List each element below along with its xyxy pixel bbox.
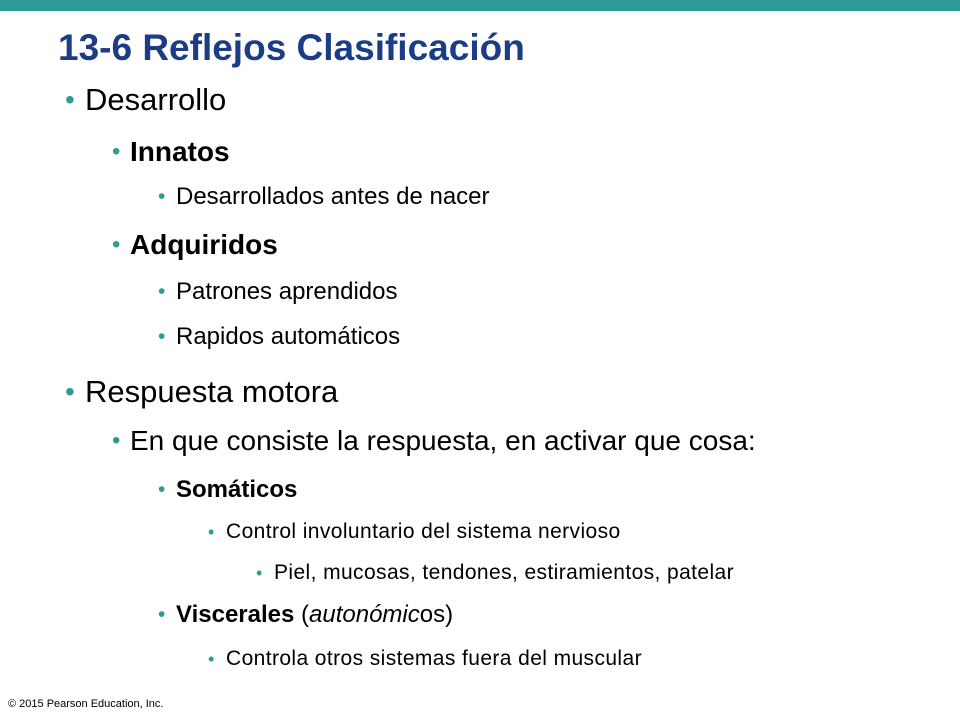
bullet-label-open-paren: (	[301, 601, 310, 628]
bullet-innatos	[112, 136, 230, 168]
bullet-label-close: os)	[419, 601, 454, 628]
bullet-viscerales	[158, 601, 454, 629]
bullet-en-que-consiste	[112, 425, 756, 457]
bullet-desarrollo	[65, 82, 227, 118]
bullet-patrones	[158, 278, 398, 306]
slide-title: 13-6 Reflejos Clasificación	[58, 27, 525, 68]
bullet-icon: •	[208, 522, 215, 542]
bullet-icon: •	[112, 231, 121, 258]
bullet-label: Somáticos	[176, 476, 298, 503]
bullet-controla-otros	[208, 646, 642, 672]
bullet-label: Rapidos automáticos	[176, 323, 401, 350]
bullet-icon: •	[158, 478, 166, 501]
bullet-label: En que consiste la respuesta, en activar que cosa:	[130, 425, 756, 456]
bullet-label: Piel, mucosas, tendones, estiramientos, patelar	[274, 561, 735, 584]
bullet-icon: •	[65, 376, 75, 407]
bullet-label: Patrones aprendidos	[176, 278, 398, 305]
bullet-piel-mucosas	[256, 560, 735, 586]
bullet-icon: •	[158, 280, 166, 303]
bullet-icon: •	[158, 185, 166, 208]
bullet-label: Controla otros sistemas fuera del muscular	[226, 647, 642, 670]
bullet-label: Adquiridos	[130, 229, 278, 260]
header-accent-bar	[0, 0, 960, 11]
bullet-icon: •	[112, 138, 121, 165]
bullet-respuesta-motora	[65, 374, 339, 410]
bullet-label-italic: autonómic	[309, 601, 420, 628]
bullet-adquiridos	[112, 229, 278, 261]
bullet-icon: •	[158, 325, 166, 348]
bullet-desarrollados	[158, 183, 490, 211]
bullet-label: Desarrollo	[85, 82, 227, 117]
bullet-icon: •	[112, 427, 121, 454]
bullet-label-bold: Viscerales	[176, 601, 295, 628]
bullet-somaticos	[158, 476, 298, 504]
bullet-label: Innatos	[130, 136, 230, 167]
bullet-label: Desarrollados antes de nacer	[176, 183, 490, 210]
bullet-rapidos	[158, 323, 401, 351]
bullet-icon: •	[65, 84, 75, 115]
bullet-icon: •	[256, 563, 263, 583]
bullet-control-involuntario	[208, 519, 621, 545]
bullet-icon: •	[208, 649, 215, 669]
bullet-label: Control involuntario del sistema nervioso	[226, 520, 621, 543]
bullet-label: Respuesta motora	[85, 374, 339, 409]
bullet-icon: •	[158, 603, 166, 626]
copyright-notice: © 2015 Pearson Education, Inc.	[8, 698, 164, 710]
